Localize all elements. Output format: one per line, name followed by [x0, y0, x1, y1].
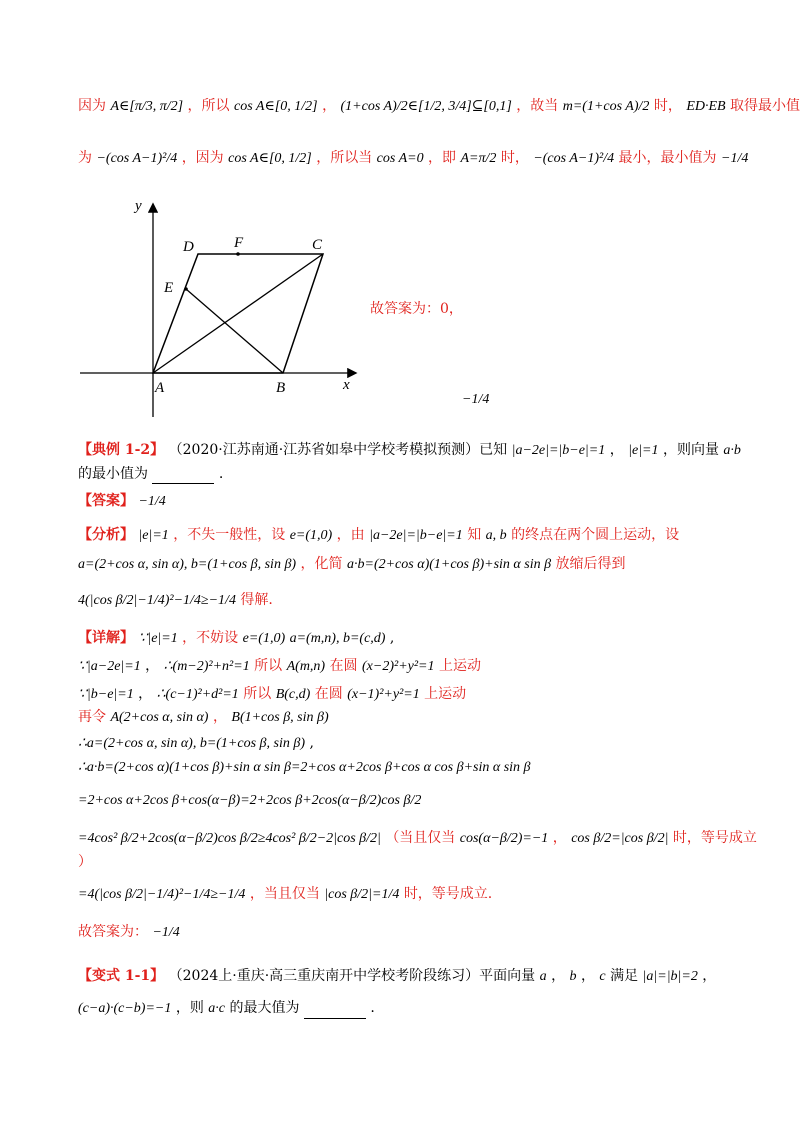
- text: 所以: [243, 686, 272, 702]
- text: ，: [212, 709, 227, 725]
- label-e: E: [164, 280, 174, 296]
- text: 上运动: [424, 686, 467, 702]
- formula: e=(1,0): [242, 631, 286, 646]
- text: 最小，最小值为: [618, 150, 717, 166]
- formula: a: [539, 969, 547, 984]
- formula: cos A∈[0, 1/2]: [233, 99, 318, 114]
- formula: −1/4: [152, 925, 180, 940]
- formula: a=(m,n), b=(c,d): [289, 631, 386, 646]
- text: ，: [552, 830, 567, 846]
- point-f: [236, 252, 240, 256]
- analysis-line-3: [78, 590, 273, 611]
- analysis-tag: 【分析】: [78, 527, 134, 543]
- text: ,: [309, 735, 314, 751]
- text: ，: [580, 968, 595, 984]
- label-x: x: [343, 377, 350, 393]
- formula: |e|=1: [138, 528, 169, 543]
- formula: |a|=|b|=2: [642, 969, 698, 984]
- formula: ∴a=(2+cos α, sin α), b=(1+cos β, sin β): [78, 736, 305, 751]
- formula: ED·EB: [686, 99, 726, 114]
- text: 因为: [78, 98, 106, 114]
- formula: ∵|a−2e|=1: [78, 659, 141, 674]
- text: 取得最小值: [730, 98, 800, 114]
- text: 放缩后得到: [555, 556, 626, 572]
- text: ，不失一般性，设: [173, 527, 286, 543]
- answer-blank: [152, 469, 214, 484]
- detail-line-6: [78, 757, 531, 778]
- label-y: y: [135, 198, 142, 214]
- variant-tag: 【变式 1-1】: [78, 968, 165, 984]
- text: ，: [609, 442, 624, 458]
- label-a: A: [155, 380, 165, 396]
- stray-fraction: −1/4: [462, 392, 490, 407]
- text: 为: [78, 150, 92, 166]
- text: 在圆: [329, 658, 358, 674]
- variant-source: （2024上·重庆·高三重庆南开中学校考阶段练习）平面向量: [168, 968, 536, 984]
- example-1-2-line-2: [78, 464, 223, 484]
- formula: a·b: [723, 443, 741, 458]
- text: 时，等号成立.: [403, 886, 493, 902]
- text: 知: [467, 527, 482, 543]
- answer-tag: 【答案】: [78, 493, 134, 509]
- text: 时，: [653, 98, 682, 114]
- formula: |e|=1: [628, 443, 659, 458]
- formula: cos β/2=|cos β/2|: [571, 831, 669, 846]
- formula: a=(2+cos α, sin α), b=(1+cos β, sin β): [78, 557, 297, 572]
- example-tag: 【典例 1-2】: [78, 442, 165, 458]
- point-e: [184, 287, 188, 291]
- text: 在圆: [314, 686, 343, 702]
- formula: |a−2e|=|b−e|=1: [369, 528, 463, 543]
- formula: ∵|b−e|=1: [78, 687, 134, 702]
- solution-line-1: [78, 96, 800, 117]
- text: ，所以当: [316, 150, 373, 166]
- figure-answer: 故答案为：0，: [370, 301, 463, 317]
- formula: −(cos A−1)²/4: [533, 151, 615, 166]
- formula: |cos β/2|=1/4: [324, 887, 400, 902]
- formula: (x−2)²+y²=1: [362, 659, 435, 674]
- formula: |a−2e|=|b−e|=1: [511, 443, 606, 458]
- text: ，: [138, 686, 153, 702]
- formula: ∵|e|=1: [138, 631, 178, 646]
- detail-tag: 【详解】: [78, 630, 134, 646]
- text: 时，等号成立: [672, 830, 757, 846]
- formula: e=(1,0): [289, 528, 333, 543]
- text: 时，: [500, 150, 529, 166]
- formula: c: [599, 969, 606, 984]
- detail-line-7: [78, 790, 421, 811]
- diagonal-ac: [153, 254, 323, 373]
- formula: B(c,d): [275, 687, 311, 702]
- text: ，: [551, 968, 566, 984]
- formula: cos A∈[0, 1/2]: [228, 151, 312, 166]
- formula: A(2+cos α, sin α): [110, 710, 209, 725]
- text: ，: [702, 968, 717, 984]
- label-b: B: [276, 380, 286, 396]
- variant-1-1: [78, 966, 716, 987]
- label-d: D: [183, 239, 194, 255]
- text: ，: [145, 658, 160, 674]
- text: ，即: [428, 150, 457, 166]
- formula: m=(1+cos A)/2: [562, 99, 650, 114]
- text: .: [370, 1000, 375, 1016]
- text: （当且仅当: [385, 830, 456, 846]
- formula: cos A=0: [376, 151, 424, 166]
- text: ，故当: [516, 98, 559, 114]
- formula: a·c: [208, 1001, 225, 1016]
- text: ，化简: [300, 556, 343, 572]
- detail-line-5: [78, 733, 314, 754]
- text: ，不妨设: [182, 630, 239, 646]
- formula: =2+cos α+2cos β+cos(α−β)=2+2cos β+2cos(α−β/2)cos β/2: [78, 793, 422, 808]
- text: ，: [322, 98, 337, 114]
- text: 得解.: [240, 592, 273, 608]
- formula: (1+cos A)/2∈[1/2, 3/4]⊆[0,1]: [340, 99, 512, 114]
- formula: A=π/2: [460, 151, 497, 166]
- formula: A(m,n): [286, 659, 326, 674]
- detail-line-3: [78, 684, 466, 705]
- formula: =4(|cos β/2|−1/4)²−1/4≥−1/4: [78, 887, 246, 902]
- formula: =4cos² β/2+2cos(α−β/2)cos β/2≥4cos² β/2−2|cos β/2|: [78, 831, 381, 846]
- segment-eb: [186, 289, 283, 373]
- text: 再令: [78, 709, 106, 725]
- text: ，由: [336, 527, 365, 543]
- text: ）: [78, 854, 92, 870]
- formula: 4(|cos β/2|−1/4)²−1/4≥−1/4: [78, 593, 236, 608]
- formula: B(1+cos β, sin β): [231, 710, 329, 725]
- variant-1-1-line-2: [78, 998, 375, 1019]
- text: 故答案为：: [78, 924, 148, 940]
- text: .: [218, 466, 224, 482]
- formula: ∴(c−1)²+d²=1: [156, 687, 239, 702]
- formula: cos(α−β/2)=−1: [459, 831, 549, 846]
- formula: b: [569, 969, 577, 984]
- text: 的最大值为: [229, 1000, 300, 1016]
- detail-line-2: [78, 656, 481, 677]
- detail-line-8b: [78, 852, 92, 872]
- detail-final: [78, 922, 180, 943]
- text: ，因为: [181, 150, 224, 166]
- text: 满足: [610, 968, 639, 984]
- text: ，当且仅当: [249, 886, 320, 902]
- example-source: （2020·江苏南通·江苏省如皋中学校考模拟预测）已知: [168, 442, 508, 458]
- detail-line-8: [78, 828, 757, 849]
- analysis-line-1: [78, 525, 679, 546]
- formula: A∈[π/3, π/2]: [110, 99, 184, 114]
- formula: ∴a·b=(2+cos α)(1+cos β)+sin α sin β=2+cos α+2cos β+cos α cos β+sin α sin β: [78, 760, 531, 775]
- formula: (x−1)²+y²=1: [347, 687, 420, 702]
- text: ，则向量: [662, 442, 719, 458]
- label-f: F: [234, 235, 244, 251]
- text: 所以: [254, 658, 283, 674]
- analysis-line-2: [78, 554, 626, 575]
- formula: −(cos A−1)²/4: [96, 151, 178, 166]
- label-c: C: [312, 237, 323, 253]
- example-1-2: [78, 440, 741, 461]
- text: ，所以: [187, 98, 230, 114]
- text: ，则: [175, 1000, 204, 1016]
- formula: −1/4: [138, 494, 166, 509]
- detail-line-9: [78, 884, 492, 905]
- formula: a, b: [485, 528, 507, 543]
- text: 的终点在两个圆上运动，设: [511, 527, 680, 543]
- text: 上运动: [438, 658, 481, 674]
- detail-line-4: [78, 707, 329, 728]
- formula: a·b=(2+cos α)(1+cos β)+sin α sin β: [347, 557, 552, 572]
- parallelogram-figure: [80, 195, 370, 425]
- answer-blank: [304, 1004, 366, 1019]
- formula: ∴(m−2)²+n²=1: [163, 659, 250, 674]
- text: ,: [389, 630, 395, 646]
- formula: −1/4: [721, 151, 749, 166]
- solution-line-2: [78, 148, 748, 169]
- answer-line: [78, 491, 166, 512]
- text: 的最小值为: [78, 466, 148, 482]
- formula: (c−a)·(c−b)=−1: [78, 1001, 172, 1016]
- detail-line-1: [78, 628, 394, 649]
